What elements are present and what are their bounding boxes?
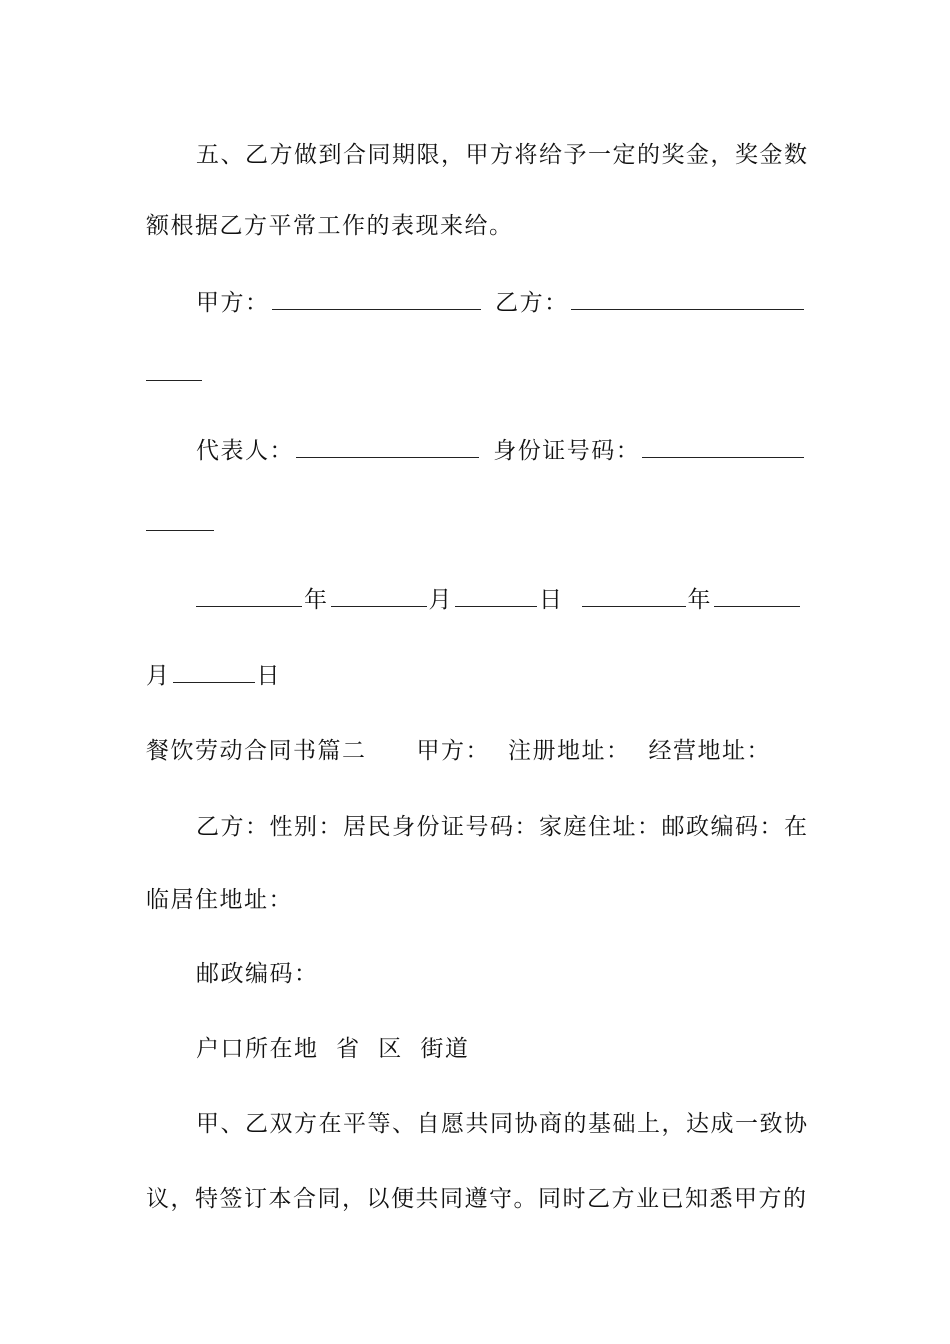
agreement-line2: 议，特签订本合同，以便共同遵守。同时乙方业已知悉甲方的 [146,1186,808,1212]
day-label-b: 日 [256,663,281,689]
section5-line2: 额根据乙方平常工作的表现来给。 [146,213,514,239]
part2-party-a: 甲方： [416,738,490,764]
month-blank-a [331,584,427,607]
party-signature-row [146,287,806,318]
party-b-blank [571,287,804,310]
postcode-line: 邮政编码： [196,961,319,987]
year-blank-a [196,584,302,607]
party-b-info-line1: 乙方：性别：居民身份证号码：家庭住址：邮政编码：在 [196,814,809,840]
month-label-b: 月 [146,663,171,689]
month-label-a: 月 [428,587,453,613]
year-label-a: 年 [304,587,329,613]
month-blank-b [714,584,800,607]
id-number-blank-tail [146,508,214,531]
part2-heading: 餐饮劳动合同书篇二 [146,738,367,764]
party-b-blank-continuation [146,358,806,389]
day-label-a: 日 [539,587,564,613]
id-number-blank [642,435,804,458]
representative-row [146,435,806,466]
year-label-b: 年 [687,587,712,613]
representative-blank [296,435,479,458]
id-number-label: 身份证号码： [493,438,641,464]
part2-heading-row [146,736,806,766]
representative-label: 代表人： [196,438,294,464]
party-b-info-line2: 临居住地址： [146,887,293,913]
day-blank-a [455,584,537,607]
date-row [146,584,806,615]
part2-reg-address: 注册地址： [508,738,631,764]
agreement-line1: 甲、乙双方在平等、自愿共同协商的基础上，达成一致协 [196,1111,809,1137]
id-number-blank-continuation [146,508,806,539]
party-a-blank [272,287,482,310]
year-blank-b [582,584,686,607]
party-b-blank-tail [146,358,202,381]
party-a-label: 甲方： [196,290,270,316]
date-row-continuation [146,660,806,691]
part2-biz-address: 经营地址： [648,738,771,764]
day-blank-b [173,660,255,683]
hukou-line: 户口所在地 省 区 街道 [196,1036,470,1062]
party-b-label: 乙方： [495,290,569,316]
section5-line1: 五、乙方做到合同期限，甲方将给予一定的奖金，奖金数 [196,142,809,168]
